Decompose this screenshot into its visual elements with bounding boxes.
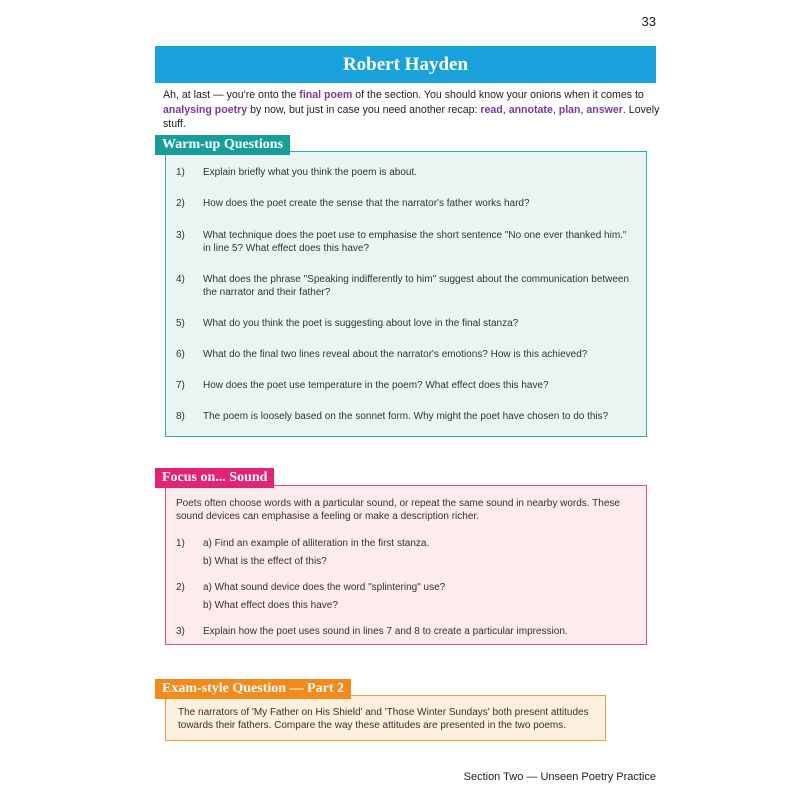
question-text: How does the poet use temperature in the poem? What effect does this have? — [203, 380, 549, 391]
focus-box — [165, 485, 647, 645]
warmup-box — [165, 151, 647, 437]
question-text: b) What is the effect of this? — [203, 556, 327, 567]
question-text: b) What effect does this have? — [203, 600, 338, 611]
focus-intro: Poets often choose words with a particular sound, or repeat the same sound in nearby words. These sound devices can emphasise a feeling or make a description richer. — [176, 498, 620, 522]
exam-heading: Exam-style Question — Part 2 — [155, 679, 351, 699]
question-text: What do the final two lines reveal about the narrator's emotions? How is this achieved? — [203, 349, 588, 360]
question-number: 8) — [176, 411, 185, 422]
question-number: 3) — [176, 230, 185, 241]
warmup-question-1 — [176, 167, 631, 180]
question-text: The poem is loosely based on the sonnet form. Why might the poet have chosen to do this? — [203, 411, 609, 422]
question-number: 2) — [176, 582, 185, 593]
exam-box — [165, 695, 606, 741]
warmup-question-8 — [176, 411, 631, 424]
warmup-question-5 — [176, 318, 631, 331]
question-text: Explain briefly what you think the poem is about. — [203, 167, 418, 178]
intro-text: , — [552, 103, 559, 116]
warmup-question-3 — [176, 230, 631, 255]
warmup-question-2 — [176, 198, 631, 211]
intro-text: . Lovely stuff. — [163, 103, 660, 130]
question-number: 6) — [176, 349, 185, 360]
question-number: 3) — [176, 626, 185, 637]
intro-text: , — [502, 103, 509, 116]
intro-text: by now, but just in case you need another recap: — [247, 103, 481, 116]
intro-highlight-plan: plan — [558, 103, 581, 116]
intro-text: Ah, at last — you're onto the — [163, 89, 300, 101]
question-text: How does the poet create the sense that the narrator's father works hard? — [203, 198, 530, 209]
intro-highlight: analysing poetry — [163, 103, 248, 116]
question-number: 4) — [176, 274, 185, 285]
question-number: 1) — [176, 167, 185, 178]
intro-text: , — [580, 103, 587, 116]
warmup-heading: Warm-up Questions — [155, 135, 290, 155]
page-number: 33 — [641, 14, 656, 29]
question-text: Explain how the poet uses sound in lines 7 and 8 to create a particular impression. — [203, 626, 568, 637]
intro-text: of the section. You should know your onions when it comes to — [352, 89, 644, 101]
intro-highlight-read: read — [480, 103, 503, 116]
question-number: 5) — [176, 318, 185, 329]
warmup-question-6 — [176, 349, 631, 362]
exam-question-text: The narrators of 'My Father on His Shield' and 'Those Winter Sundays' both present attitudes towards their fathers. Compare the way these attitudes are presented in the two poems. — [178, 707, 589, 731]
intro-highlight-annotate: annotate — [508, 103, 553, 116]
question-number: 2) — [176, 198, 185, 209]
question-text: What technique does the poet use to emphasise the short sentence "No one ever thanked him." in line 5? What effect does this have? — [203, 230, 627, 254]
intro-highlight-answer: answer — [586, 103, 623, 116]
question-text: What do you think the poet is suggesting about love in the final stanza? — [203, 318, 519, 329]
question-text: a) What sound device does the word "splintering" use? — [203, 582, 446, 593]
question-number: 1) — [176, 538, 185, 549]
footer-section-title: Section Two — Unseen Poetry Practice — [463, 771, 656, 783]
question-text: a) Find an example of alliteration in the first stanza. — [203, 538, 430, 549]
page-title: Robert Hayden — [155, 46, 656, 83]
intro-paragraph — [163, 88, 663, 132]
intro-highlight: final poem — [299, 89, 353, 101]
focus-heading: Focus on... Sound — [155, 468, 274, 488]
question-number: 7) — [176, 380, 185, 391]
warmup-question-4 — [176, 274, 631, 299]
question-text: What does the phrase "Speaking indifferently to him" suggest about the communication between the narrator and their father? — [203, 274, 630, 298]
warmup-question-7 — [176, 380, 631, 393]
